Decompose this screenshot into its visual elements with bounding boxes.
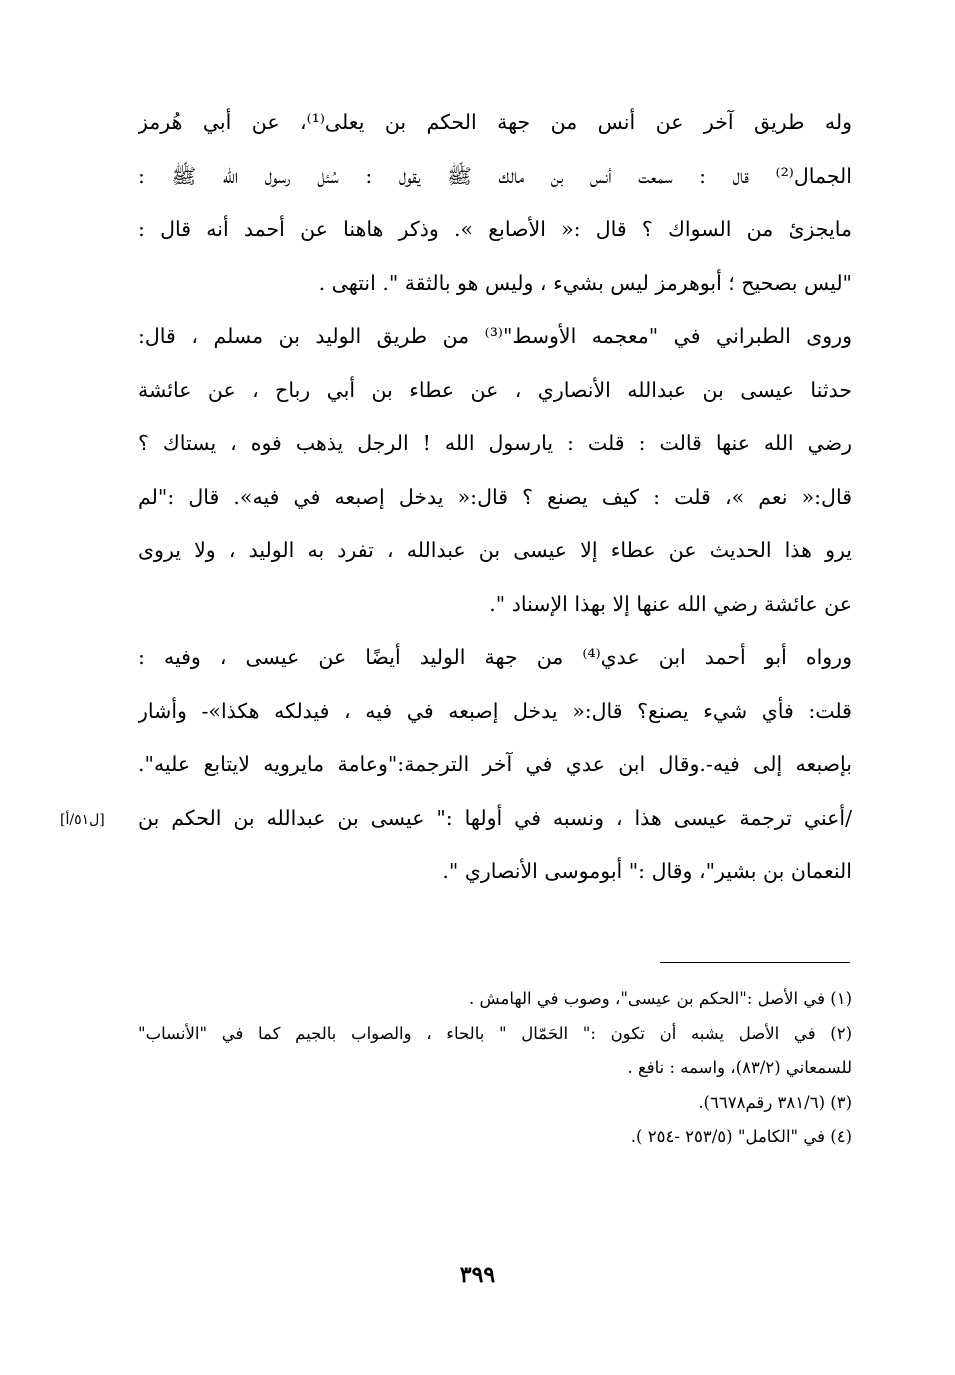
page-number: ٣٩٩ bbox=[459, 1262, 496, 1288]
footnote: (٣) (٣٨١/٦ رقم٦٦٧٨). bbox=[698, 1092, 852, 1112]
text-line: قال:« نعم »، قلت : كيف يصنع ؟ قال:« يدخل إصبعه في فيه». قال :"لم bbox=[138, 484, 852, 509]
footnote: (١) في الأصل :"الحكم بن عيسى"، وصوب في الهامش . bbox=[468, 989, 852, 1008]
footnote: (٢) في الأصل يشبه أن تكون :" الحَمّال " بالحاء ، والصواب بالجيم كما في "الأنساب" bbox=[138, 1023, 852, 1043]
text-line: "ليس بصحيح ؛ أبوهرمز ليس بشيء ، وليس هو بالثقة ". انتهى . bbox=[318, 270, 852, 295]
text-line: بإصبعه إلى فيه-.وقال ابن عدي في آخر الترجمة:"وعامة مايرويه لايتابع عليه". bbox=[138, 752, 852, 776]
text-line: ورواه أبو أحمد ابن عدي⁽⁴⁾ من جهة الوليد أيضًا عن عيسى ، وفيه : bbox=[138, 645, 852, 669]
text-line: يرو هذا الحديث عن عطاء إلا عيسى بن عبدالله ، تفرد به الوليد ، ولا يروى bbox=[138, 538, 852, 562]
footnotes bbox=[138, 982, 852, 1155]
text-line: وروى الطبراني في "معجمه الأوسط"⁽³⁾ من طريق الوليد بن مسلم ، قال: bbox=[138, 324, 852, 348]
footnote-continuation: للسمعاني (٨٣/٢)، واسمه : نافع . bbox=[627, 1058, 852, 1077]
footnote: (٤) في "الكامل" (٢٥٣/٥ -٢٥٤ ). bbox=[630, 1127, 852, 1146]
text-line: قلت: فأي شيء يصنع؟ قال:« يدخل إصبعه في فيه ، فيدلكه هكذا»- وأشار bbox=[138, 698, 852, 723]
text-line: وله طريق آخر عن أنس من جهة الحكم بن يعلى⁽¹⁾، عن أبي هُرمز bbox=[138, 110, 852, 134]
text-line: رضي الله عنها قالت : قلت : يارسول الله ! الرجل يذهب فوه ، يستاك ؟ bbox=[138, 431, 852, 455]
text-line: النعمان بن بشير"، وقال :" أبوموسى الأنصاري ". bbox=[442, 859, 852, 883]
text-line: الجمال⁽²⁾ قال : سمعت أنس بن مالك ﷺ يقول : سُئل رسول الله ﷺ : bbox=[138, 163, 852, 188]
main-text bbox=[138, 96, 852, 899]
text-line: حدثنا عيسى بن عبدالله الأنصاري ، عن عطاء بن أبي رباح ، عن عائشة bbox=[138, 377, 852, 402]
manuscript-folio-note: [ل٥١/أ] bbox=[60, 812, 105, 828]
text-line: /أعني ترجمة عيسى هذا ، ونسبه في أولها :" عيسى بن عبدالله بن الحكم بن bbox=[138, 805, 852, 830]
text-line: عن عائشة رضي الله عنها إلا بهذا الإسناد ". bbox=[489, 591, 852, 616]
text-line: مايجزئ من السواك ؟ قال :« الأصابع ». وذكر هاهنا عن أحمد أنه قال : bbox=[138, 217, 852, 241]
footnote-divider bbox=[660, 962, 850, 963]
